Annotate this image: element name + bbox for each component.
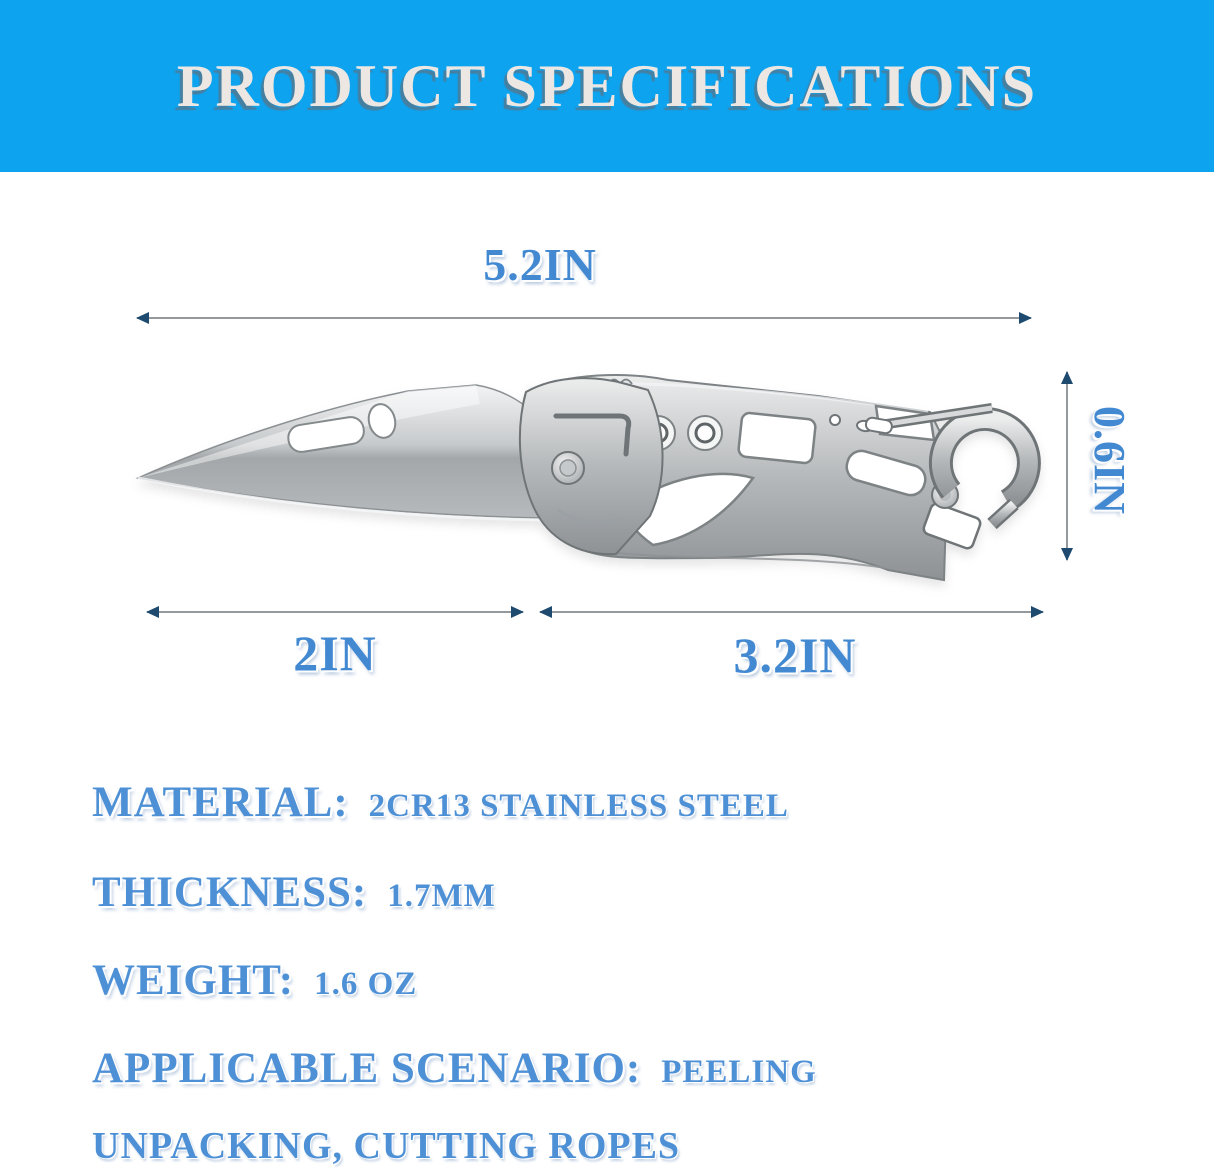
dimension-height-line: [1066, 372, 1068, 560]
spec-label: THICKNESS:: [92, 869, 368, 916]
spec-row-scenario: [92, 1044, 817, 1093]
spec-label: WEIGHT:: [92, 957, 295, 1004]
spec-row-weight: [92, 956, 417, 1005]
spec-row-thickness: [92, 868, 496, 917]
spec-row-material: [92, 778, 789, 827]
spec-label: APPLICABLE SCENARIO:: [92, 1045, 642, 1092]
spec-label: MATERIAL:: [92, 779, 349, 826]
dimension-total-length-label: 5.2IN: [483, 239, 597, 290]
header-banner: [0, 0, 1214, 172]
dimension-blade-length-label: 2IN: [293, 625, 377, 681]
page-title: PRODUCT SPECIFICATIONS: [176, 52, 1038, 119]
dimension-height-label: 0.6IN: [1085, 406, 1134, 515]
dimension-blade-length-line: [147, 611, 523, 613]
spec-value: PEELING: [661, 1054, 817, 1090]
spec-value: 1.6 OZ: [314, 966, 418, 1002]
spec-value: UNPACKING, CUTTING ROPES: [92, 1125, 681, 1167]
dimension-handle-length-line: [540, 611, 1043, 613]
dimension-total-length-line: [137, 317, 1031, 319]
knife-blade: [138, 385, 544, 520]
spec-value: 2CR13 STAINLESS STEEL: [368, 788, 789, 824]
spec-value: 1.7MM: [387, 878, 496, 914]
knife-product-image: [128, 358, 1048, 593]
spec-row-scenario-continued: [92, 1124, 680, 1168]
dimension-handle-length-label: 3.2IN: [733, 627, 857, 683]
